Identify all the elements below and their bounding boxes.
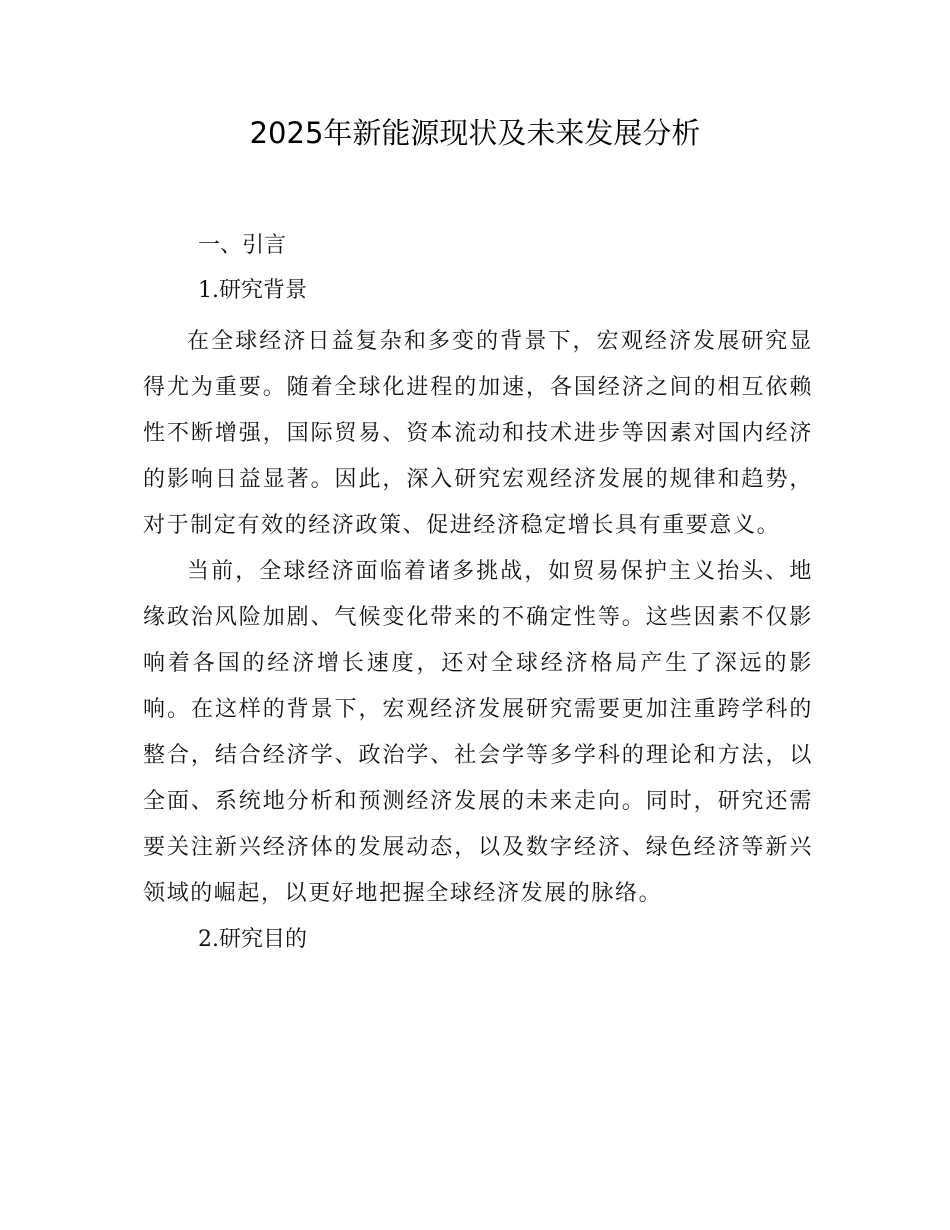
paragraph-background-1: 在全球经济日益复杂和多变的背景下，宏观经济发展研究显得尤为重要。随着全球化进程的加速，各国经济之间的相互依赖性不断增强，国际贸易、资本流动和技术进步等因素对国内经济的影响日益显著。因此，深入研究宏观经济发展的规律和趋势，对于制定有效的经济政策、促进经济稳定增长具有重要意义。	[143, 329, 813, 538]
subsection-heading-purpose: 2.研究目的	[198, 927, 307, 952]
document-body	[143, 229, 813, 957]
document-title: 2025年新能源现状及未来发展分析	[249, 116, 701, 150]
subsection-heading-background: 1.研究背景	[198, 278, 307, 303]
section-heading-introduction: 一、引言	[198, 233, 287, 258]
paragraph-background-2: 当前，全球经济面临着诸多挑战，如贸易保护主义抬头、地缘政治风险加剧、气候变化带来的不确定性等。这些因素不仅影响着各国的经济增长速度，还对全球经济格局产生了深远的影响。在这样的背景下，宏观经济发展研究需要更加注重跨学科的整合，结合经济学、政治学、社会学等多学科的理论和方法，以全面、系统地分析和预测经济发展的未来走向。同时，研究还需要关注新兴经济体的发展动态，以及数字经济、绿色经济等新兴领域的崛起，以更好地把握全球经济发展的脉络。	[143, 559, 813, 906]
